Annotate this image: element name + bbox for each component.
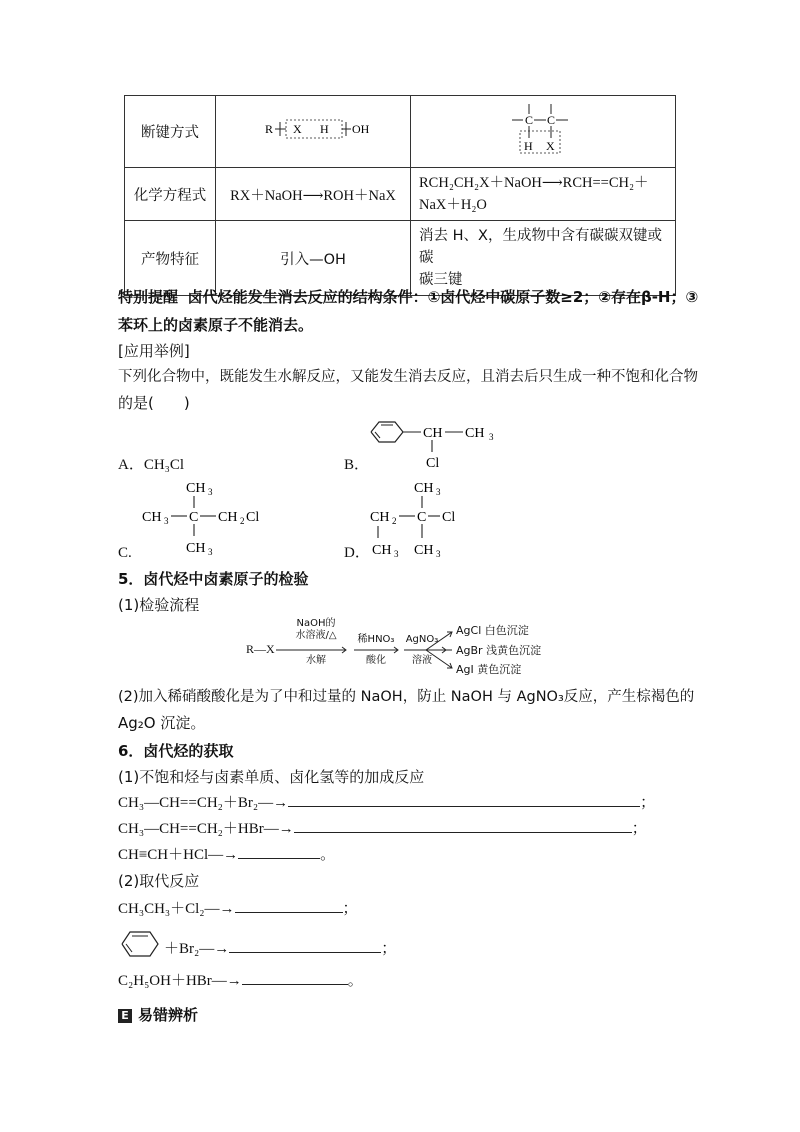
reaction-4-blank[interactable] <box>235 898 343 913</box>
flow-step1-top: NaOH的 <box>296 618 336 629</box>
hydrolysis-product: 引入—OH <box>216 221 411 296</box>
section5-heading: 5．卤代烃中卤素原子的检验 <box>118 570 309 588</box>
flow-step2-top: 稀HNO₃ <box>357 634 395 645</box>
common-errors-label: 易错辨析 <box>138 1006 199 1024</box>
svg-text:C: C <box>525 113 534 127</box>
svg-text:H: H <box>320 122 329 136</box>
flow-start: R—X <box>246 642 275 656</box>
flow-result-agcl: AgCl 白色沉淀 <box>456 624 529 637</box>
common-errors-heading <box>118 1004 198 1026</box>
svg-text:2: 2 <box>240 516 245 526</box>
svg-text:3: 3 <box>208 487 213 497</box>
table-row <box>125 168 676 221</box>
reaction-6-text: C₂H₅OH＋HBr―→ <box>118 973 242 989</box>
option-a-formula: CH₃Cl <box>143 457 185 473</box>
elimination-product-line1: 消去 H、X，生成物中含有碳碳双键或碳 <box>419 228 662 266</box>
elimination-product <box>411 221 676 296</box>
reaction-3-text: CH≡CH＋HCl―→ <box>118 847 239 863</box>
tip-text-line2: 苯环上的卤素原子不能消去。 <box>118 316 314 334</box>
svg-text:CH: CH <box>142 510 162 525</box>
question-line2: 的是( ) <box>118 394 190 412</box>
reaction-3-end: 。 <box>320 847 336 863</box>
svg-text:CH: CH <box>186 481 206 496</box>
svg-text:H: H <box>524 139 533 153</box>
svg-text:Cl: Cl <box>426 456 440 471</box>
svg-text:OH: OH <box>352 122 370 136</box>
halogen-test-flow <box>246 618 566 682</box>
row-label-equation: 化学方程式 <box>125 168 216 221</box>
svg-text:3: 3 <box>208 547 213 557</box>
svg-text:Cl: Cl <box>246 510 260 525</box>
option-d-structure <box>368 474 468 564</box>
flow-step1-mid: 水溶液/△ <box>295 630 337 641</box>
benzene-ring-icon <box>118 926 164 958</box>
reaction-2-end: ； <box>631 821 647 837</box>
tip-line1 <box>118 286 698 308</box>
svg-text:C: C <box>417 510 427 525</box>
table-row <box>125 221 676 296</box>
elimination-equation-line2: NaX＋H₂O <box>419 197 487 213</box>
elimination-bond-diagram <box>411 96 676 168</box>
svg-text:C: C <box>547 113 556 127</box>
section5-sub2-line2: Ag₂O 沉淀。 <box>118 714 206 732</box>
svg-text:2: 2 <box>392 516 397 526</box>
row-label-bond-breaking: 断键方式 <box>125 96 216 168</box>
option-a <box>118 454 184 476</box>
hydrolysis-equation: RX＋NaOH⟶ROH＋NaX <box>216 168 411 221</box>
reaction-comparison-table <box>124 95 676 296</box>
reaction-6-blank[interactable] <box>242 970 348 985</box>
reaction-5-text: ＋Br₂―→ <box>164 941 230 957</box>
svg-text:CH: CH <box>370 510 390 525</box>
tip-text-line1: 卤代烃能发生消去反应的结构条件：①卤代烃中碳原子数≥2；②存在β-H；③ <box>187 288 699 306</box>
hydrolysis-bond-diagram <box>216 96 411 168</box>
reaction-3 <box>118 844 335 866</box>
reaction-1-text: CH₃—CH==CH₂＋Br₂―→ <box>118 795 289 811</box>
reaction-3-blank[interactable] <box>238 844 320 859</box>
flow-step3-bottom: 溶液 <box>412 655 432 666</box>
e-badge-icon: E <box>118 1009 132 1023</box>
option-c-label: C. <box>118 545 132 561</box>
reaction-2 <box>118 818 647 840</box>
question-line1: 下列化合物中，既能发生水解反应，又能发生消去反应，且消去后只生成一种不饱和化合物 <box>118 369 698 385</box>
svg-text:CH: CH <box>186 541 206 556</box>
option-b-label: B． <box>344 457 370 473</box>
reaction-1-blank[interactable] <box>288 792 640 807</box>
svg-text:CH: CH <box>414 543 434 558</box>
flow-result-agbr: AgBr 浅黄色沉淀 <box>456 644 542 657</box>
option-d-label: D． <box>344 545 370 561</box>
svg-text:3: 3 <box>394 549 399 559</box>
reaction-4-end: ； <box>342 901 358 917</box>
flow-step3-top: AgNO₃ <box>405 634 439 645</box>
elimination-equation <box>411 168 676 221</box>
elimination-equation-line1: RCH₂CH₂X＋NaOH⟶RCH==CH₂＋ <box>419 175 649 191</box>
reaction-6 <box>118 970 363 992</box>
reaction-4-text: CH₃CH₃＋Cl₂―→ <box>118 901 235 917</box>
reaction-2-text: CH₃—CH==CH₂＋HBr―→ <box>118 821 294 837</box>
svg-text:CH: CH <box>372 543 392 558</box>
svg-text:CH: CH <box>423 426 443 441</box>
section5-sub1: (1)检验流程 <box>118 596 200 614</box>
reaction-5-end: ； <box>381 941 397 957</box>
svg-text:X: X <box>293 122 302 136</box>
svg-text:Cl: Cl <box>442 510 456 525</box>
option-b-structure <box>365 416 505 472</box>
flow-result-agi: AgI 黄色沉淀 <box>456 663 522 676</box>
svg-text:CH: CH <box>465 426 485 441</box>
option-c-structure <box>140 474 270 560</box>
table-row <box>125 96 676 168</box>
svg-text:X: X <box>546 139 555 153</box>
reaction-1-end: ； <box>640 795 656 811</box>
section6-heading: 6．卤代烃的获取 <box>118 742 234 760</box>
example-heading: [应用举例] <box>118 342 190 360</box>
reaction-5 <box>164 938 396 960</box>
reaction-5-blank[interactable] <box>229 938 381 953</box>
tip-heading: 特别提醒 <box>118 288 179 306</box>
section6-sub1: (1)不饱和烃与卤素单质、卤化氢等的加成反应 <box>118 768 425 786</box>
row-label-product: 产物特征 <box>125 221 216 296</box>
reaction-2-blank[interactable] <box>294 818 632 833</box>
hydrolysis-bond-svg <box>253 116 373 142</box>
svg-text:3: 3 <box>436 549 441 559</box>
svg-text:3: 3 <box>489 432 494 442</box>
flow-step2-bottom: 酸化 <box>366 655 386 666</box>
reaction-6-end: 。 <box>347 973 363 989</box>
section5-sub2-line1: (2)加入稀硝酸酸化是为了中和过量的 NaOH，防止 NaOH 与 AgNO₃反应，产生棕褐色的 <box>118 689 695 705</box>
elimination-product-line2: 碳三键 <box>419 272 463 288</box>
svg-text:CH: CH <box>218 510 238 525</box>
flow-step1-bottom: 水解 <box>306 655 326 666</box>
svg-text:3: 3 <box>164 516 169 526</box>
option-a-label: A． <box>118 457 144 473</box>
svg-text:R: R <box>265 122 274 136</box>
elimination-bond-svg <box>508 100 578 156</box>
svg-text:CH: CH <box>414 481 434 496</box>
reaction-4 <box>118 898 358 920</box>
svg-text:C: C <box>189 510 199 525</box>
svg-text:3: 3 <box>436 487 441 497</box>
section6-sub2: (2)取代反应 <box>118 872 200 890</box>
reaction-1 <box>118 792 655 814</box>
